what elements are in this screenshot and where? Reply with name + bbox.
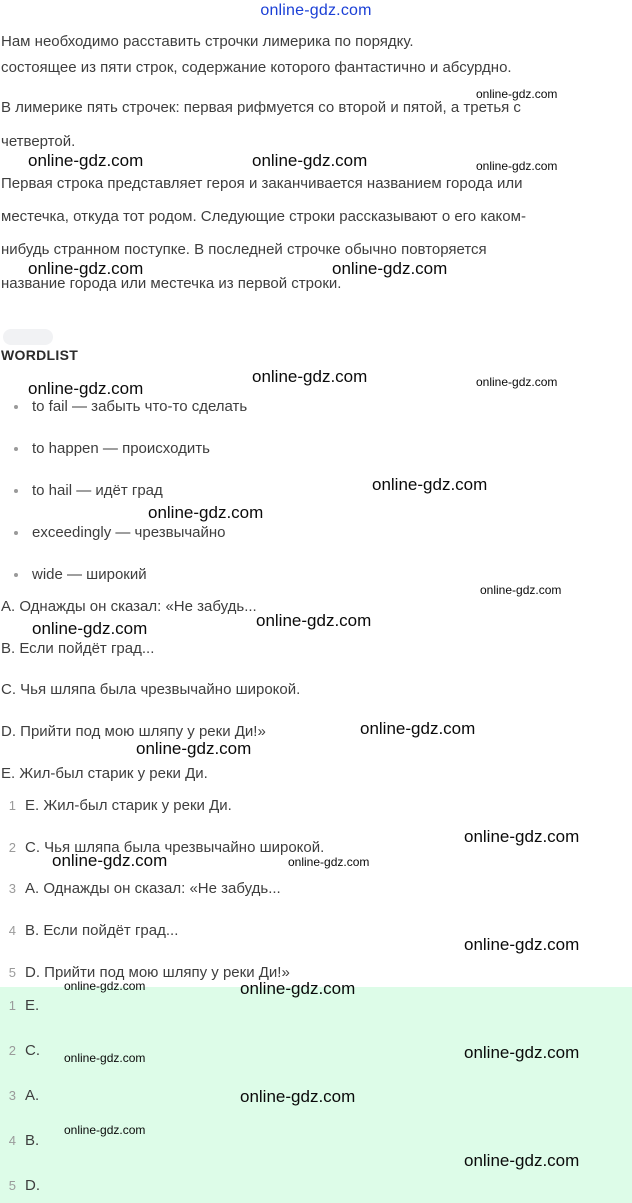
intro-line-5: Первая строка представляет героя и заканчивается названием города или [1,175,523,192]
intro-line-8: название города или местечка из первой строки. [1,275,342,292]
watermark: online-gdz.com [256,611,372,630]
intro-line-4: четвертой. [1,133,76,150]
bullet-icon [14,573,18,577]
watermark: online-gdz.com [288,855,370,869]
watermark: online-gdz.com [32,619,148,638]
watermark: online-gdz.com [372,475,488,494]
watermark: online-gdz.com [28,379,144,398]
answer-item: 2 C. [8,1042,40,1059]
watermark: online-gdz.com [252,151,368,170]
watermark: online-gdz.com [52,851,168,870]
watermark: online-gdz.com [240,979,356,998]
option-e: E. Жил-был старик у реки Ди. [1,765,208,782]
watermark: online-gdz.com [464,1151,580,1170]
intro-line-3: В лимерике пять строчек: первая рифмуется со второй и пятой, а третья с [1,99,521,116]
watermark: online-gdz.com [240,1087,356,1106]
watermark: online-gdz.com [28,259,144,278]
watermark: online-gdz.com [360,719,476,738]
watermark: online-gdz.com [252,367,368,386]
bullet-icon [14,405,18,409]
wordlist-item: to fail — забыть что-то сделать [14,398,247,415]
option-d: D. Прийти под мою шляпу у реки Ди!» [1,723,266,740]
bullet-icon [14,489,18,493]
watermark: online-gdz.com [64,979,146,993]
watermark: online-gdz.com [464,935,580,954]
intro-line-6: местечка, откуда тот родом. Следующие строки рассказывают о его каком- [1,208,526,225]
wordlist-item: to hail — идёт град [14,482,163,499]
watermark: online-gdz.com [476,87,558,101]
watermark: online-gdz.com [64,1051,146,1065]
wordlist-item: wide — широкий [14,566,147,583]
audio-pill[interactable] [3,329,53,345]
wordlist-heading: WORDLIST [1,347,79,363]
site-title[interactable]: online-gdz.com [260,2,372,19]
watermark: online-gdz.com [148,503,264,522]
option-b: B. Если пойдёт град... [1,640,155,657]
watermark: online-gdz.com [464,827,580,846]
wordlist-item: exceedingly — чрезвычайно [14,524,226,541]
ordered-item: 3 A. Однажды он сказал: «Не забудь... [8,880,281,897]
ordered-item: 2 C. Чья шляпа была чрезвычайно широкой. [8,839,325,856]
watermark: online-gdz.com [136,739,252,758]
option-c: C. Чья шляпа была чрезвычайно широкой. [1,681,301,698]
bullet-icon [14,447,18,451]
bullet-icon [14,531,18,535]
watermark: online-gdz.com [476,375,558,389]
watermark: online-gdz.com [476,159,558,173]
ordered-item: 4 B. Если пойдёт град... [8,922,179,939]
intro-line-7: нибудь странном поступке. В последней строчке обычно повторяется [1,241,487,258]
intro-line-1: Нам необходимо расставить строчки лимерика по порядку. [1,33,414,50]
watermark: online-gdz.com [332,259,448,278]
intro-line-2: состоящее из пяти строк, содержание которого фантастично и абсурдно. [1,59,512,76]
watermark: online-gdz.com [464,1043,580,1062]
answer-item: 3 A. [8,1087,40,1104]
answer-item: 4 B. [8,1132,40,1149]
ordered-item: 1 E. Жил-был старик у реки Ди. [8,797,232,814]
option-a: A. Однажды он сказал: «Не забудь... [1,598,257,615]
watermark: online-gdz.com [28,151,144,170]
watermark: online-gdz.com [64,1123,146,1137]
answer-item: 1 E. [8,997,40,1014]
answer-item: 5 D. [8,1177,40,1194]
ordered-item: 5 D. Прийти под мою шляпу у реки Ди!» [8,964,290,981]
watermark: online-gdz.com [480,583,562,597]
wordlist-item: to happen — происходить [14,440,210,457]
